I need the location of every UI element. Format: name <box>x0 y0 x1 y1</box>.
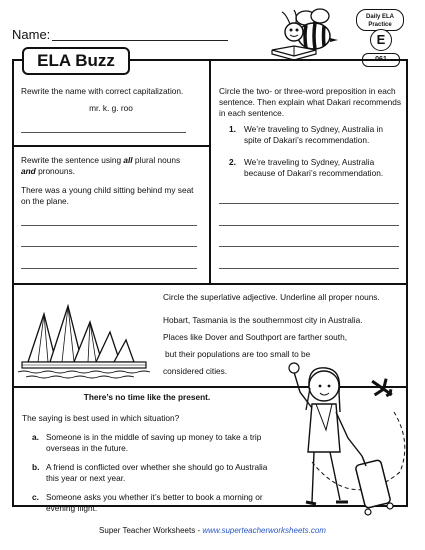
name-label: Name: <box>12 27 51 42</box>
footer-site: Super Teacher Worksheets - <box>99 526 203 535</box>
passage-line: Hobart, Tasmania is the southernmost city in Australia. <box>163 315 363 325</box>
preposition-prompt: Circle the two- or three-word preposition in each sentence. Then explain what Dakari recommends in each sentence. <box>219 86 402 118</box>
passage-line: Places like Dover and Southport are farther south, <box>163 332 348 342</box>
plural-prompt-and: and <box>21 166 36 176</box>
name-to-capitalize: mr. k. g. roo <box>89 103 133 113</box>
answer-line[interactable] <box>21 246 197 247</box>
answer-line[interactable] <box>21 225 197 226</box>
footer <box>0 526 425 535</box>
answer-line[interactable] <box>219 268 399 269</box>
passage-line: considered cities. <box>163 366 228 376</box>
badge-letter: E <box>370 29 392 51</box>
badge-label: Daily ELA Practice <box>356 9 404 31</box>
option-text: Someone is in the middle of saving up money to take a trip overseas in the future. <box>46 432 262 453</box>
footer-url-link[interactable]: www.superteacherworksheets.com <box>202 526 326 535</box>
saying-prompt: The saying is best used in which situation? <box>22 413 180 423</box>
plural-sentence: There was a young child sitting behind my seat on the plane. <box>21 185 194 206</box>
answer-line[interactable] <box>21 268 197 269</box>
option-text: A friend is conflicted over whether she should go to Australia this year or next year. <box>46 462 268 483</box>
capitalization-prompt: Rewrite the name with correct capitalization. <box>21 86 184 96</box>
superlative-prompt: Circle the superlative adjective. Underline all proper nouns. <box>163 292 380 302</box>
plural-prompt-all: all <box>123 155 133 165</box>
option-text: Someone asks you whether it’s better to book a morning or evening flight. <box>46 492 263 513</box>
option-letter[interactable]: c. <box>32 492 39 502</box>
girl-with-suitcase-illustration <box>282 352 412 524</box>
option-letter[interactable]: b. <box>32 462 40 472</box>
badge-number: 061 <box>362 53 400 67</box>
sydney-opera-house-illustration <box>18 292 158 384</box>
plural-prompt-text: plural nouns <box>132 155 181 165</box>
plural-prompt-text: pronouns. <box>35 166 75 176</box>
name-line[interactable] <box>52 40 228 41</box>
option-letter[interactable]: a. <box>32 432 39 442</box>
answer-line[interactable] <box>219 203 399 204</box>
divider-horizontal <box>12 283 408 285</box>
plural-prompt <box>21 155 205 177</box>
item-number: 2. <box>229 157 236 167</box>
item-number: 1. <box>229 124 236 134</box>
answer-line[interactable] <box>219 246 399 247</box>
answer-line[interactable] <box>219 225 399 226</box>
divider-horizontal <box>12 145 210 147</box>
divider-vertical <box>209 59 211 284</box>
page-title: ELA Buzz <box>22 47 130 75</box>
passage-line: but their populations are too small to be <box>165 349 311 359</box>
preposition-sentence: We’re traveling to Sydney, Australia because of Dakari’s recommendation. <box>244 157 384 178</box>
plural-prompt-text: Rewrite the sentence using <box>21 155 124 165</box>
answer-line[interactable] <box>21 132 186 133</box>
bee-with-book-icon <box>268 6 350 62</box>
preposition-sentence: We’re traveling to Sydney, Australia in spite of Dakari’s recommendation. <box>244 124 383 145</box>
saying: There’s no time like the present. <box>83 392 211 402</box>
